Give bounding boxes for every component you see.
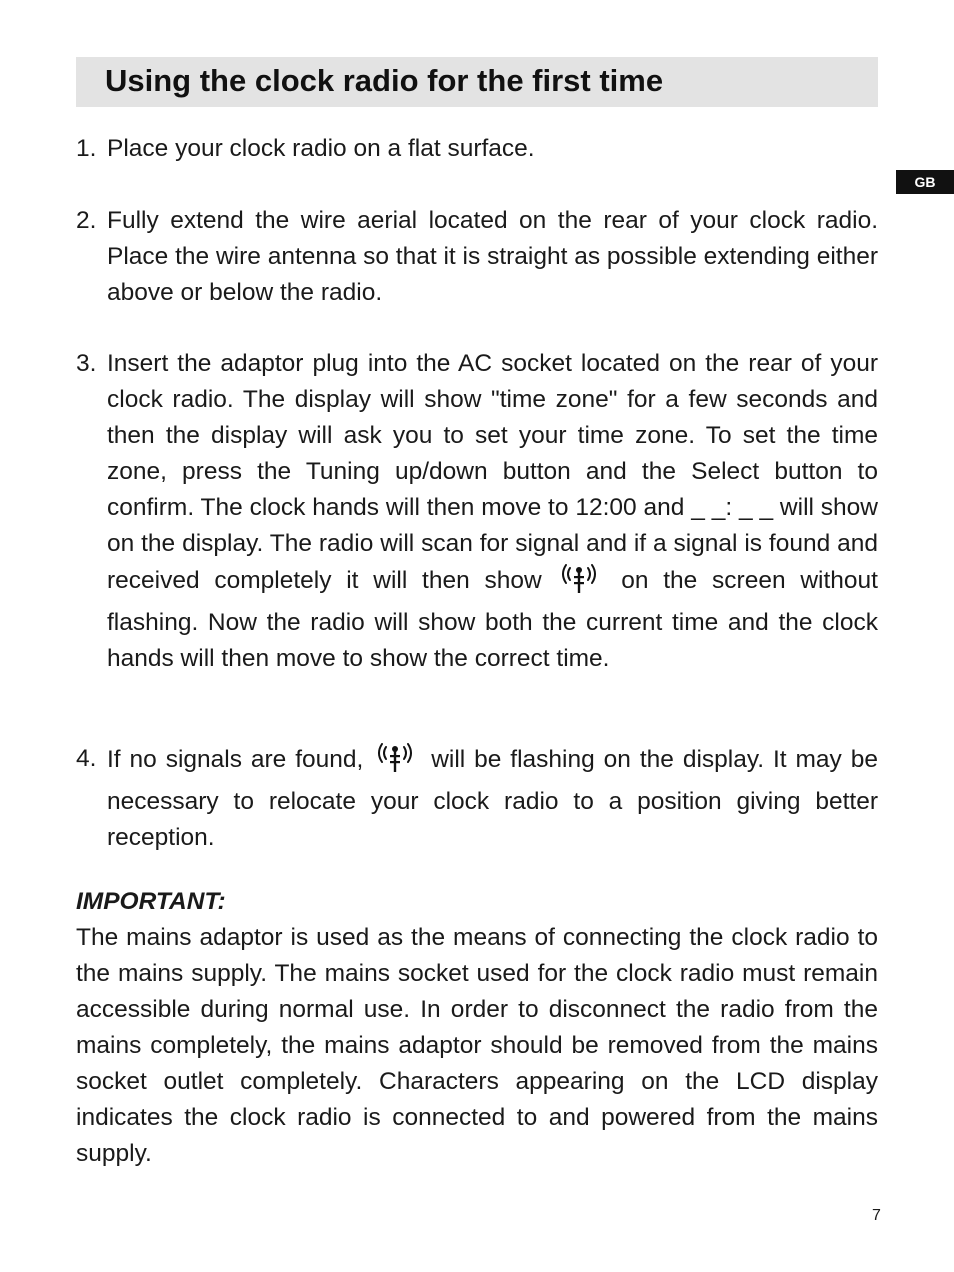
step-text-part: If no signals are found,: [107, 746, 364, 773]
step-text-part: Insert the adaptor plug into the AC socket located on the rear of your clock radio. The display will show "time zone" for a few seconds and then the display will ask you to set your time zone. To set the time zone, press the Tuning up/down button and the Select button to confirm. The clock hands will then move to 12:00 and _ _: _ _ will show on the display. The radio will scan for signal and if a signal is found and received completely it will then show: [107, 350, 878, 594]
page-title: Using the clock radio for the first time: [105, 63, 664, 98]
step-2: [76, 203, 878, 311]
radio-signal-icon: [372, 741, 418, 784]
language-tab: GB: [896, 170, 954, 194]
step-3: [76, 346, 878, 677]
important-note: The mains adaptor is used as the means of connecting the clock radio to the mains supply. The mains socket used for the clock radio must remain accessible during normal use. In order to disconnect the radio from the mains completely, the mains adaptor should be removed from the mains socket outlet completely. Characters appearing on the LCD display indicates the clock radio is connected to and powered from the mains supply.: [76, 924, 878, 1167]
important-heading: IMPORTANT:: [76, 888, 226, 915]
step-number: 3.: [76, 350, 97, 377]
step-number: 2.: [76, 207, 97, 234]
step-text: [107, 346, 878, 677]
step-text-part: will be flashing on the display. It may be necessary to relocate your clock radio to a position giving better reception.: [107, 746, 878, 851]
page-number: 7: [872, 1207, 881, 1224]
step-text: [107, 741, 878, 856]
section-title-bar: [76, 57, 878, 107]
radio-signal-icon: [556, 562, 602, 605]
step-number: 4.: [76, 745, 97, 772]
step-text-part: on the screen without flashing. Now the radio will show both the current time and the clock hands will then move to show the correct time.: [107, 567, 878, 672]
step-text: Fully extend the wire aerial located on the rear of your clock radio. Place the wire antenna so that it is straight as possible extending either above or below the radio.: [107, 207, 878, 306]
step-4: [76, 741, 878, 856]
step-text: Place your clock radio on a flat surface.: [107, 135, 535, 162]
step-number: 1.: [76, 135, 97, 162]
step-1: [76, 131, 878, 167]
